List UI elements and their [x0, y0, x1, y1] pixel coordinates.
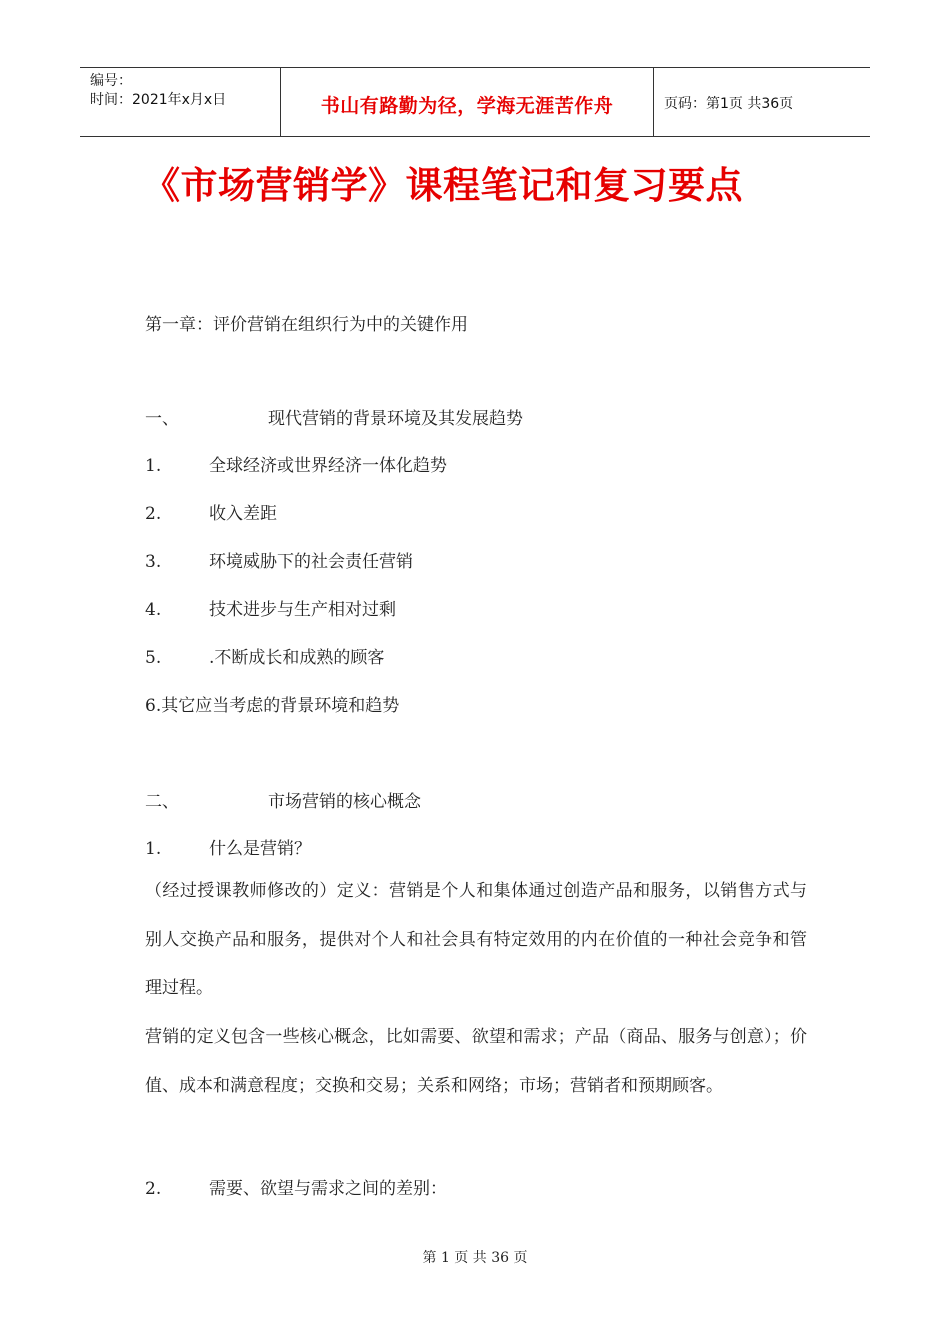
section-heading-2 — [145, 787, 421, 812]
question-number: 1. — [145, 839, 162, 859]
list-item — [145, 499, 277, 524]
header-page-label: 页码：第1页 共36页 — [664, 96, 794, 112]
list-item — [145, 595, 396, 620]
list-item — [145, 643, 384, 668]
chapter-heading: 第一章：评价营销在组织行为中的关键作用 — [145, 315, 468, 335]
list-item-text: 全球经济或世界经济一体化趋势 — [209, 456, 447, 476]
list-item-6: 6.其它应当考虑的背景环境和趋势 — [145, 696, 400, 716]
document-title: 《市场营销学》课程笔记和复习要点 — [143, 164, 743, 207]
header-meta-cell — [80, 68, 281, 136]
question-2 — [145, 1174, 447, 1199]
question-text: 需要、欲望与需求之间的差别： — [209, 1179, 447, 1199]
section-heading-1 — [145, 404, 523, 429]
list-item-text: .不断成长和成熟的顾客 — [209, 648, 385, 668]
section-number: 二、 — [145, 792, 179, 812]
question-1 — [145, 834, 311, 859]
definition-paragraph: （经过授课教师修改的）定义：营销是个人和集体通过创造产品和服务，以销售方式与别人交换产品和服务，提供对个人和社会具有特定效用的内在价值的一种社会竞争和管理过程。 — [145, 881, 807, 998]
section-title: 市场营销的核心概念 — [268, 792, 421, 812]
list-item — [145, 547, 413, 572]
header-motto: 书山有路勤为径，学海无涯苦作舟 — [281, 68, 654, 136]
question-text: 什么是营销？ — [209, 839, 311, 859]
concepts-paragraph: 营销的定义包含一些核心概念，比如需要、欲望和需求；产品（商品、服务与创意）；价值、成本和满意程度；交换和交易；关系和网络；市场；营销者和预期顾客。 — [145, 1027, 807, 1096]
list-item — [145, 451, 447, 476]
time-label: 时间：2021年x月x日 — [90, 92, 227, 108]
list-item-number: 4. — [145, 600, 162, 620]
list-item-number: 1. — [145, 456, 162, 476]
list-item-number: 5. — [145, 648, 162, 668]
number-label: 编号： — [90, 73, 132, 89]
list-item-text: 环境威胁下的社会责任营销 — [209, 552, 413, 572]
list-item-text: 技术进步与生产相对过剩 — [209, 600, 396, 620]
page-header — [80, 67, 870, 137]
page-footer: 第 1 页 共 36 页 — [422, 1250, 528, 1266]
list-item-text: 收入差距 — [209, 504, 277, 524]
section-title: 现代营销的背景环境及其发展趋势 — [268, 409, 523, 429]
list-item-number: 2. — [145, 504, 162, 524]
question-number: 2. — [145, 1179, 162, 1199]
section-number: 一、 — [145, 409, 179, 429]
list-item-number: 3. — [145, 552, 162, 572]
